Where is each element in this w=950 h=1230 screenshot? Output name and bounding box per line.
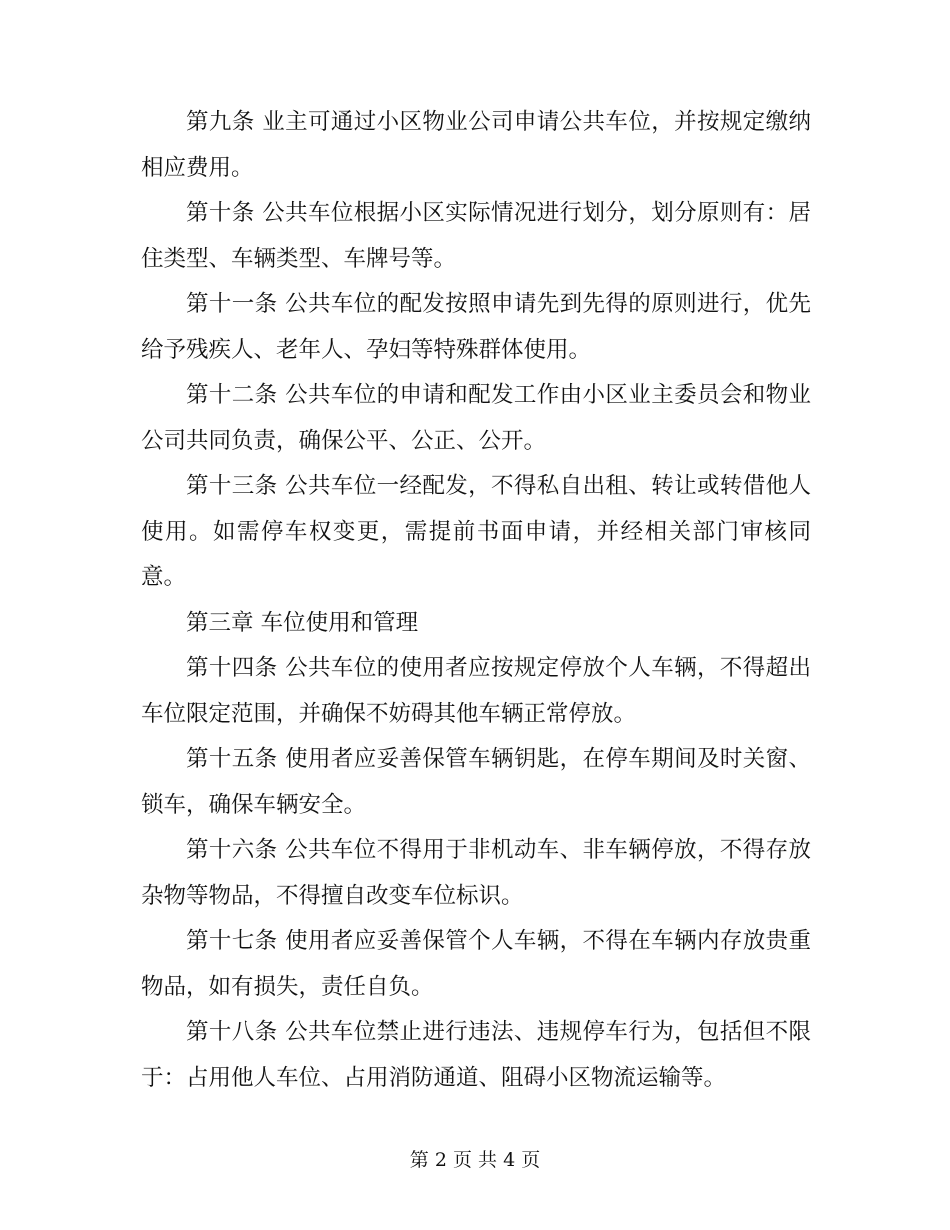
article-number: 第十七条 [186, 928, 278, 954]
page-footer [0, 1148, 950, 1172]
chapter-number: 第三章 [186, 609, 254, 636]
article-15 [141, 737, 811, 828]
article-text: 公共车位根据小区实际情况进行划分，划分原则有：居住类型、车辆类型、车牌号等。 [141, 200, 811, 272]
article-text: 使用者应妥善保管车辆钥匙，在停车期间及时关窗、锁车，确保车辆安全。 [141, 746, 811, 818]
article-number: 第十二条 [186, 382, 278, 408]
chapter-heading [141, 601, 811, 647]
article-text: 公共车位的申请和配发工作由小区业主委员会和物业公司共同负责，确保公平、公正、公开。 [141, 382, 811, 454]
chapter-title: 车位使用和管理 [260, 609, 419, 636]
article-text: 公共车位的使用者应按规定停放个人车辆，不得超出车位限定范围，并确保不妨碍其他车辆正常停放。 [141, 655, 811, 727]
article-text: 公共车位禁止进行违法、违规停车行为，包括但不限于：占用他人车位、占用消防通道、阻碍小区物流运输等。 [141, 1019, 811, 1091]
article-number: 第十条 [186, 200, 255, 226]
article-text: 业主可通过小区物业公司申请公共车位，并按规定缴纳相应费用。 [141, 109, 811, 181]
article-14 [141, 646, 811, 737]
document-body [141, 100, 811, 1101]
article-10 [141, 191, 811, 282]
article-text: 使用者应妥善保管个人车辆，不得在车辆内存放贵重物品，如有损失，责任自负。 [141, 928, 811, 1000]
article-number: 第十五条 [186, 746, 278, 772]
article-text: 公共车位一经配发，不得私自出租、转让或转借他人使用。如需停车权变更，需提前书面申请，并经相关部门审核同意。 [141, 473, 811, 590]
article-number: 第十六条 [186, 837, 278, 863]
article-17 [141, 919, 811, 1010]
article-13 [141, 464, 811, 601]
article-number: 第九条 [186, 109, 255, 135]
article-number: 第十八条 [186, 1019, 278, 1045]
article-11 [141, 282, 811, 373]
article-number: 第十一条 [186, 291, 278, 317]
article-16 [141, 828, 811, 919]
page-label-mid: 页 共 [452, 1149, 498, 1171]
article-12 [141, 373, 811, 464]
article-18 [141, 1010, 811, 1101]
page-label-prefix: 第 [409, 1149, 429, 1171]
current-page-number: 2 [434, 1149, 447, 1171]
total-pages-number: 4 [503, 1149, 516, 1171]
article-number: 第十三条 [186, 473, 278, 499]
article-number: 第十四条 [186, 655, 278, 681]
page-label-suffix: 页 [521, 1149, 541, 1171]
article-text: 公共车位的配发按照申请先到先得的原则进行，优先给予残疾人、老年人、孕妇等特殊群体使用。 [141, 291, 811, 363]
article-9 [141, 100, 811, 191]
article-text: 公共车位不得用于非机动车、非车辆停放，不得存放杂物等物品，不得擅自改变车位标识。 [141, 837, 811, 909]
